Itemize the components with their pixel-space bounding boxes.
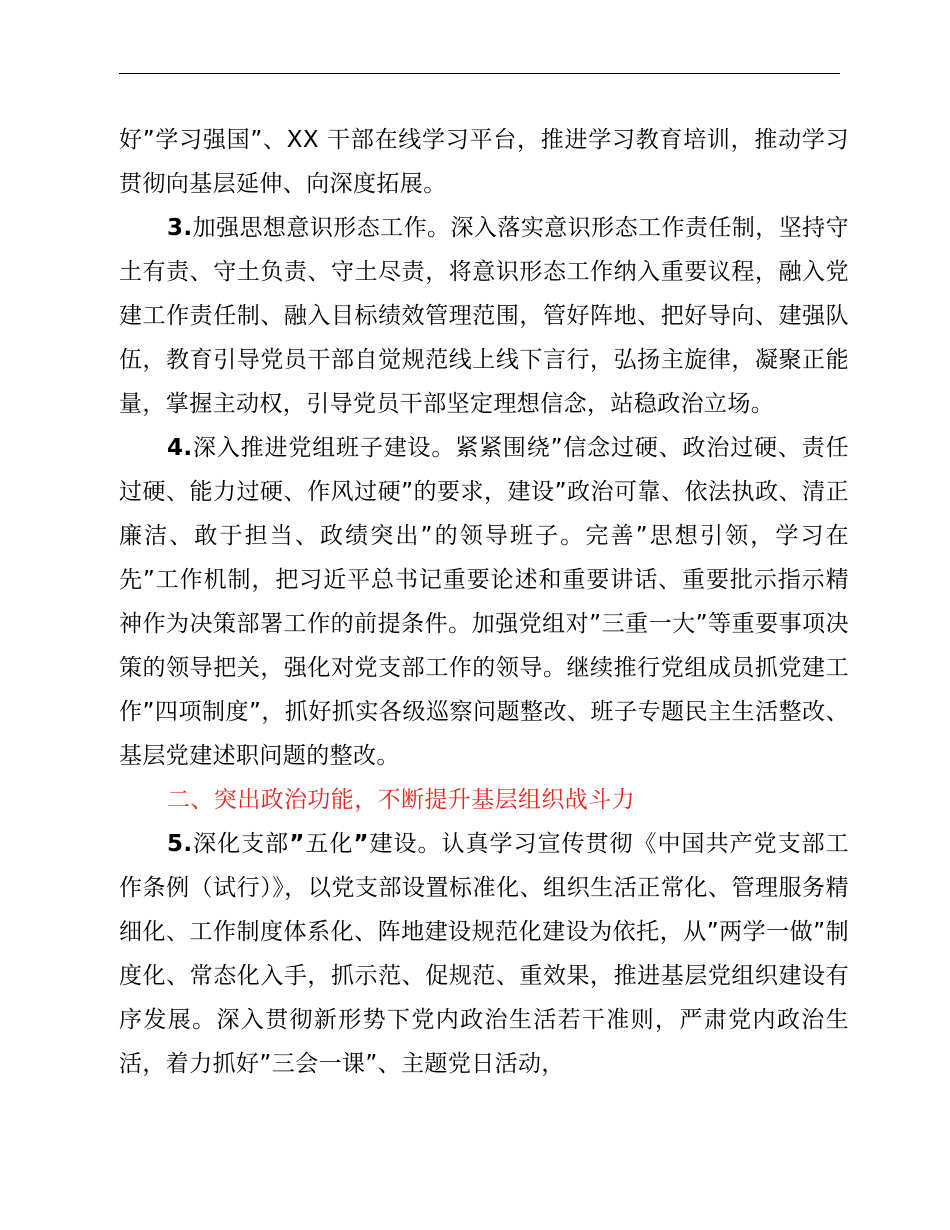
section-heading: [119, 778, 849, 822]
quote-close: ”: [353, 831, 369, 857]
paragraph-number: 5.: [167, 831, 193, 857]
paragraph-text: 加强思想意识形态工作。深入落实意识形态工作责任制，坚持守土有责、守土负责、守土尽责，将意识形态工作纳入重要议程，融入党建工作责任制、融入目标绩效管理范围，管好阵地、把好导向、建强队伍，教育引导党员干部自觉规范线上线下言行，弘扬主旋律，凝聚正能量，掌握主动权，引导党员干部坚定理想信念，站稳政治立场。: [119, 215, 849, 417]
paragraph-number: 4.: [167, 435, 193, 461]
paragraph-number: 3.: [167, 215, 193, 241]
paragraph-text: 建设。认真学习宣传贯彻《中国共产党支部工作条例（试行）》，以党支部设置标准化、组织生活正常化、管理服务精细化、工作制度体系化、阵地建设规范化建设为依托，从”两学一做”制度化、常态化入手，抓示范、促规范、重效果，推进基层党组织建设有序发展。深入贯彻新形势下党内政治生活若干准则，严肃党内政治生活，着力抓好”三会一课”、主题党日活动，: [119, 831, 849, 1077]
document-body: [119, 118, 849, 1086]
paragraph-continuation: [119, 118, 849, 206]
paragraph-5: [119, 822, 849, 1086]
header-rule: [119, 73, 840, 74]
paragraph-4: [119, 426, 849, 778]
paragraph-3: [119, 206, 849, 426]
section-heading-text: 二、突出政治功能，不断提升基层组织战斗力: [167, 787, 635, 813]
quoted-term: 五化: [304, 831, 354, 857]
paragraph-lead: 深化支部: [192, 831, 290, 857]
quote-open: ”: [289, 831, 305, 857]
paragraph-text: 深入推进党组班子建设。紧紧围绕”信念过硬、政治过硬、责任过硬、能力过硬、作风过硬”的要求，建设”政治可靠、依法执政、清正廉洁、敢于担当、政绩突出”的领导班子。完善”思想引领，学习在先”工作机制，把习近平总书记重要论述和重要讲话、重要批示指示精神作为决策部署工作的前提条件。加强党组对”三重一大”等重要事项决策的领导把关，强化对党支部工作的领导。继续推行党组成员抓党建工作”四项制度”，抓好抓实各级巡察问题整改、班子专题民主生活整改、基层党建述职问题的整改。: [119, 435, 849, 769]
paragraph-text: 好”学习强国”、XX 干部在线学习平台，推进学习教育培训，推动学习贯彻向基层延伸、向深度拓展。: [119, 127, 849, 197]
